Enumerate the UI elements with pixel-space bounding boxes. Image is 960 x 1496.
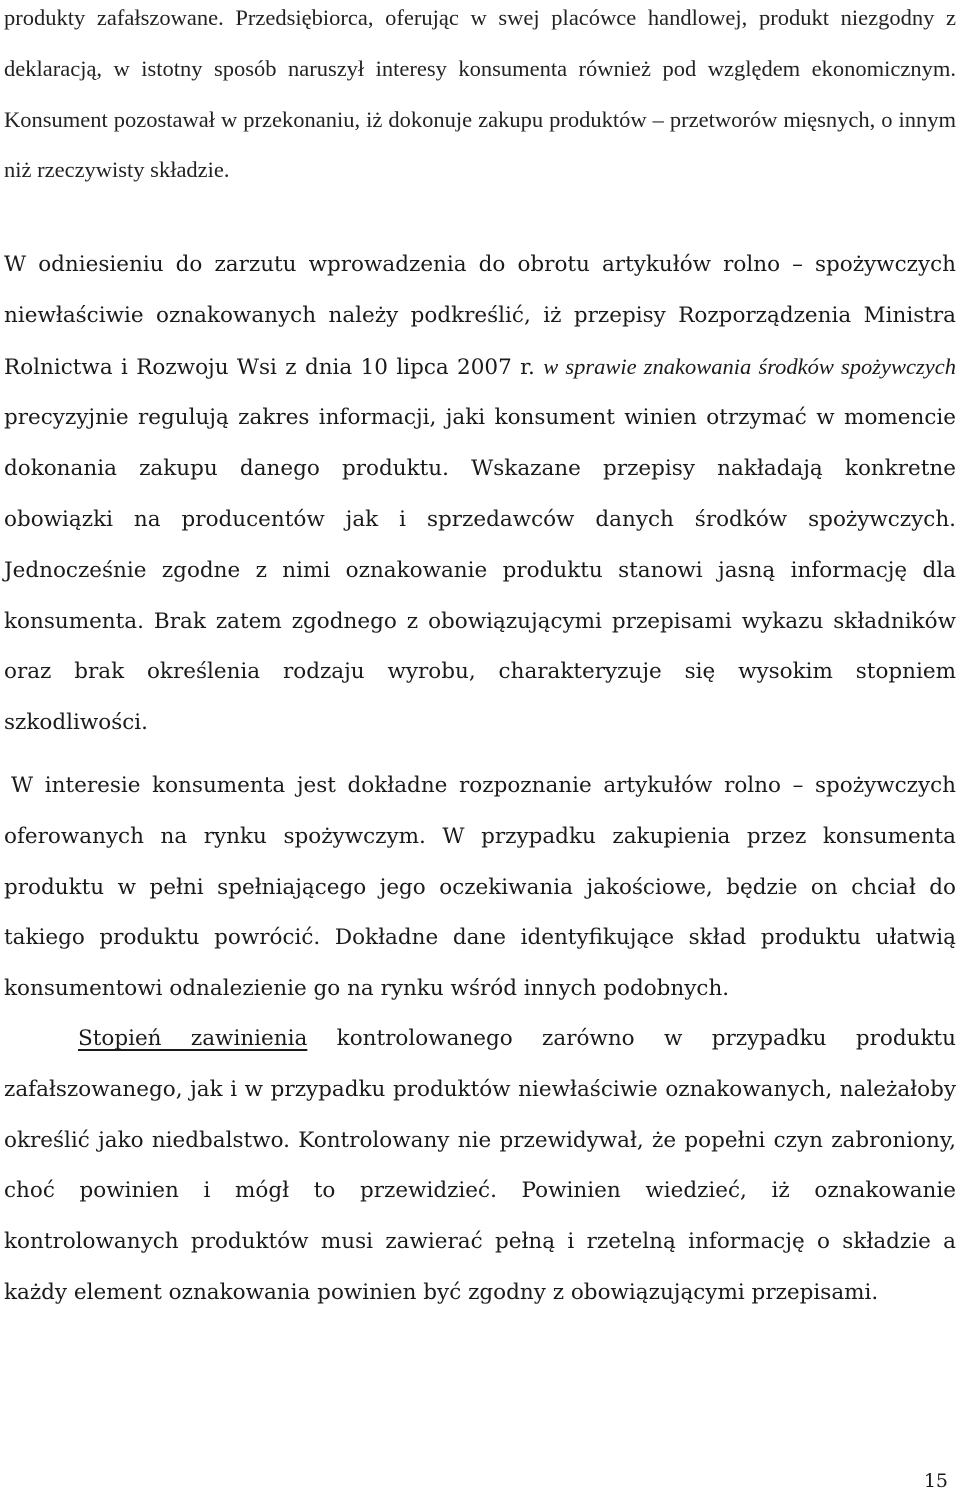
paragraph-2: [4, 240, 956, 749]
paragraph-2-text-a: W odniesieniu do zarzutu wprowadzenia do obrotu artykułów rolno – spożywczych niewłaściwie oznakowanych należy podkreślić, iż przepisy Rozporządzenia Ministra Rolnictwa i Rozwoju Wsi z dnia 10 lipca 2007 r.: [4, 252, 956, 380]
paragraph-1: produkty zafałszowane. Przedsiębiorca, oferując w swej placówce handlowej, produkt niezgodny z deklaracją, w istotny sposób naruszył interesy konsumenta również pod względem ekonomicznym. Konsument pozostawał w przekonaniu, iż dokonuje zakupu produktów – przetworów mięsnych, o innym niż rzeczywisty składzie.: [4, 5, 956, 183]
paragraph-2-text-b: precyzyjnie regulują zakres informacji, jaki konsument winien otrzymać w momencie dokonania zakupu danego produktu. Wskazane przepisy nakładają konkretne obowiązki na producentów jak i sprzedawców danych środków spożywczych. Jednocześnie zgodne z nimi oznakowanie produktu stanowi jasną informację dla konsumenta. Brak zatem zgodnego z obowiązującymi przepisami wykazu składników oraz brak określenia rodzaju wyrobu, charakteryzuje się wysokim stopniem szkodliwości.: [4, 405, 956, 736]
page-number: 15: [923, 1470, 948, 1492]
underlined-phrase: Stopień zawinienia: [78, 1026, 308, 1051]
paragraph-3: W interesie konsumenta jest dokładne rozpoznanie artykułów rolno – spożywczych oferowanych na rynku spożywczym. W przypadku zakupienia przez konsumenta produktu w pełni spełniającego jego oczekiwania jakościowe, będzie on chciał do takiego produktu powrócić. Dokładne dane identyfikujące skład produktu ułatwią konsumentowi odnalezienie go na rynku wśród innych podobnych.: [4, 773, 956, 1002]
regulation-title: w sprawie znakowania środków spożywczych: [543, 353, 956, 379]
paragraph-4-text: kontrolowanego zarówno w przypadku produktu zafałszowanego, jak i w przypadku produktów niewłaściwie oznakowanych, należałoby określić jako niedbalstwo. Kontrolowany nie przewidywał, że popełni czyn zabroniony, choć powinien i mógł to przewidzieć. Powinien wiedzieć, iż oznakowanie kontrolowanych produktów musi zawierać pełną i rzetelną informację o składzie a każdy element oznakowania powinien być zgodny z obowiązującymi przepisami.: [4, 1026, 956, 1305]
document-page: [4, 0, 956, 1496]
paragraph-4: [4, 1014, 956, 1319]
